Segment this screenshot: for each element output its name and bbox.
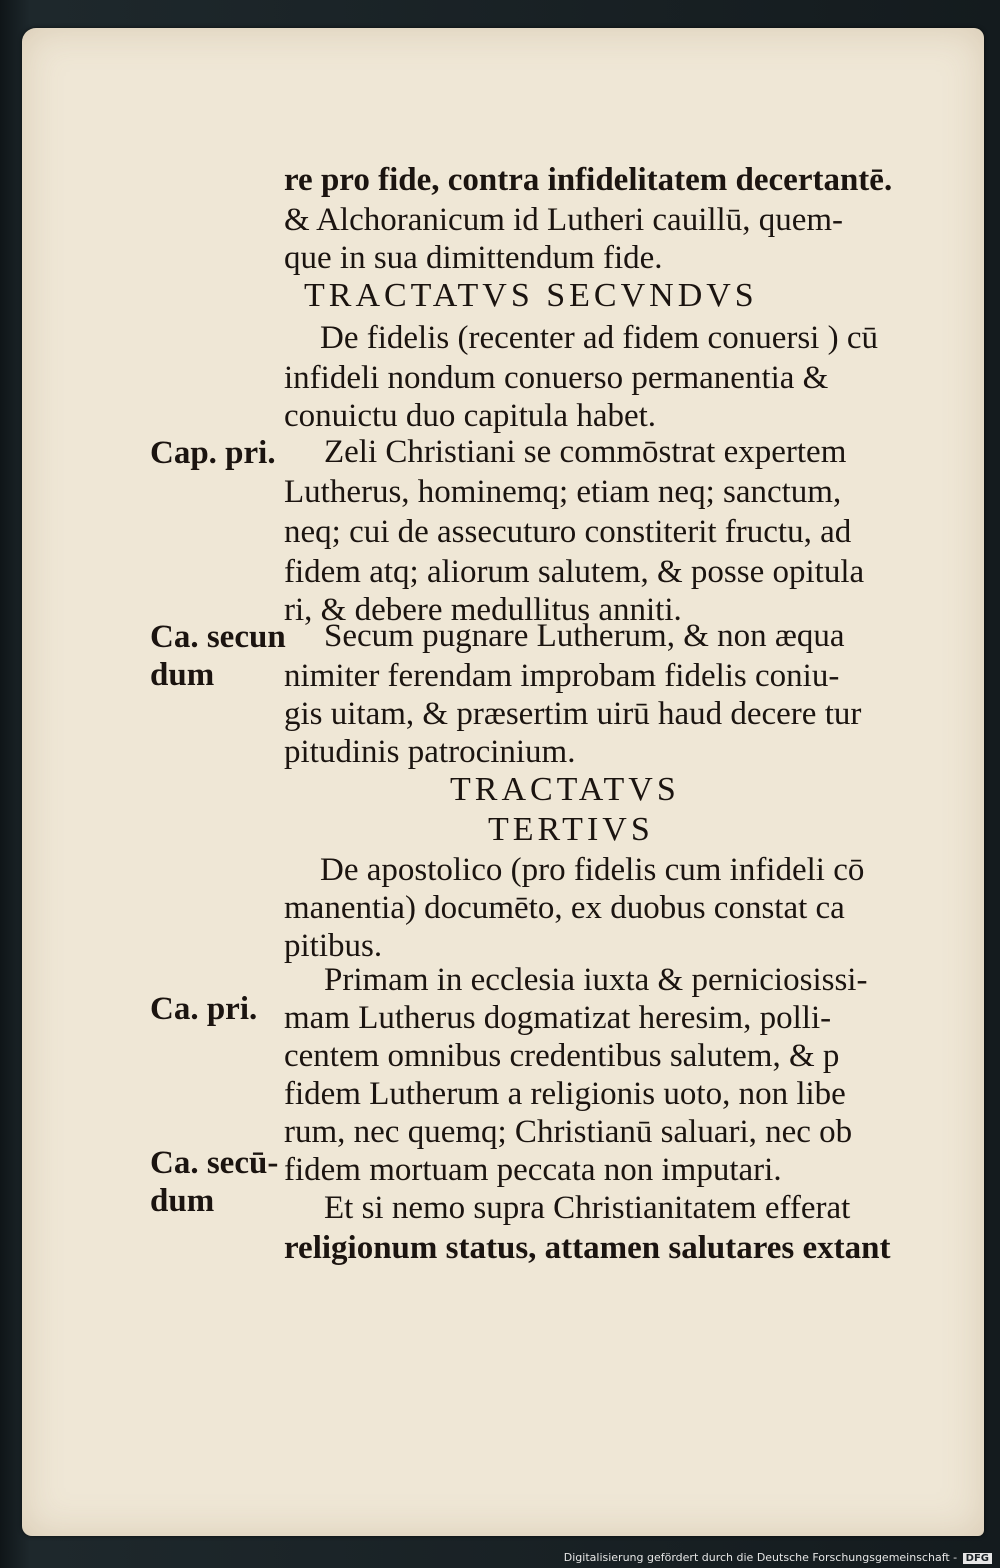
section-heading: TRACTATVS bbox=[450, 771, 680, 808]
text-line: De fidelis (recenter ad fidem conuersi ) cū bbox=[320, 320, 878, 356]
text-line: re pro fide, contra infidelitatem decertantē. bbox=[284, 162, 893, 198]
margin-note: Cap. pri. bbox=[150, 435, 276, 471]
text-line: Secum pugnare Lutherum, & non æqua bbox=[324, 618, 845, 654]
section-heading: TERTIVS bbox=[488, 811, 654, 848]
text-line: gis uitam, & præsertim uirū haud decere tur bbox=[284, 696, 862, 732]
text-line: religionum status, attamen salutares extant bbox=[284, 1230, 891, 1266]
text-line: pitudinis patrocinium. bbox=[284, 734, 576, 770]
text-line: neq; cui de assecuturo constiterit fructu, ad bbox=[284, 514, 852, 550]
section-heading: TRACTATVS SECVNDVS bbox=[304, 277, 758, 314]
book-page bbox=[22, 28, 984, 1536]
text-line: manentia) documēto, ex duobus constat ca bbox=[284, 890, 845, 926]
digitization-credit bbox=[564, 1551, 992, 1564]
text-line: fidem mortuam peccata non imputari. bbox=[284, 1152, 782, 1188]
text-line: infideli nondum conuerso permanentia & bbox=[284, 360, 829, 396]
text-line: mam Lutherus dogmatizat heresim, polli- bbox=[284, 1000, 832, 1036]
text-line: centem omnibus credentibus salutem, & p bbox=[284, 1038, 840, 1074]
text-line: nimiter ferendam improbam fidelis coniu- bbox=[284, 658, 840, 694]
text-line: Lutherus, hominemq; etiam neq; sanctum, bbox=[284, 474, 842, 510]
text-line: conuictu duo capitula habet. bbox=[284, 398, 657, 434]
credit-text: Digitalisierung gefördert durch die Deutsche Forschungsgemeinschaft - bbox=[563, 1551, 958, 1564]
text-line: fidem atq; aliorum salutem, & posse opitula bbox=[284, 554, 865, 590]
margin-note: dum bbox=[150, 1183, 215, 1219]
text-line: fidem Lutherum a religionis uoto, non libe bbox=[284, 1076, 846, 1112]
text-line: Zeli Christiani se commōstrat expertem bbox=[324, 434, 847, 470]
margin-note: Ca. pri. bbox=[150, 991, 258, 1027]
margin-note: dum bbox=[150, 657, 215, 693]
text-line: Primam in ecclesia iuxta & perniciosissi- bbox=[324, 962, 868, 998]
text-line: & Alchoranicum id Lutheri cauillū, quem- bbox=[284, 202, 844, 238]
text-line: rum, nec quemq; Christianū saluari, nec ob bbox=[284, 1114, 853, 1150]
dfg-logo-icon: DFG bbox=[963, 1553, 992, 1564]
text-line: que in sua dimittendum fide. bbox=[284, 240, 663, 276]
text-line: De apostolico (pro fidelis cum infideli cō bbox=[320, 852, 865, 888]
text-line: ri, & debere medullitus anniti. bbox=[284, 592, 682, 628]
text-line: Et si nemo supra Christianitatem efferat bbox=[324, 1190, 851, 1226]
text-line: pitibus. bbox=[284, 928, 383, 964]
margin-note: Ca. secun bbox=[150, 619, 286, 655]
margin-note: Ca. secū- bbox=[150, 1145, 279, 1181]
